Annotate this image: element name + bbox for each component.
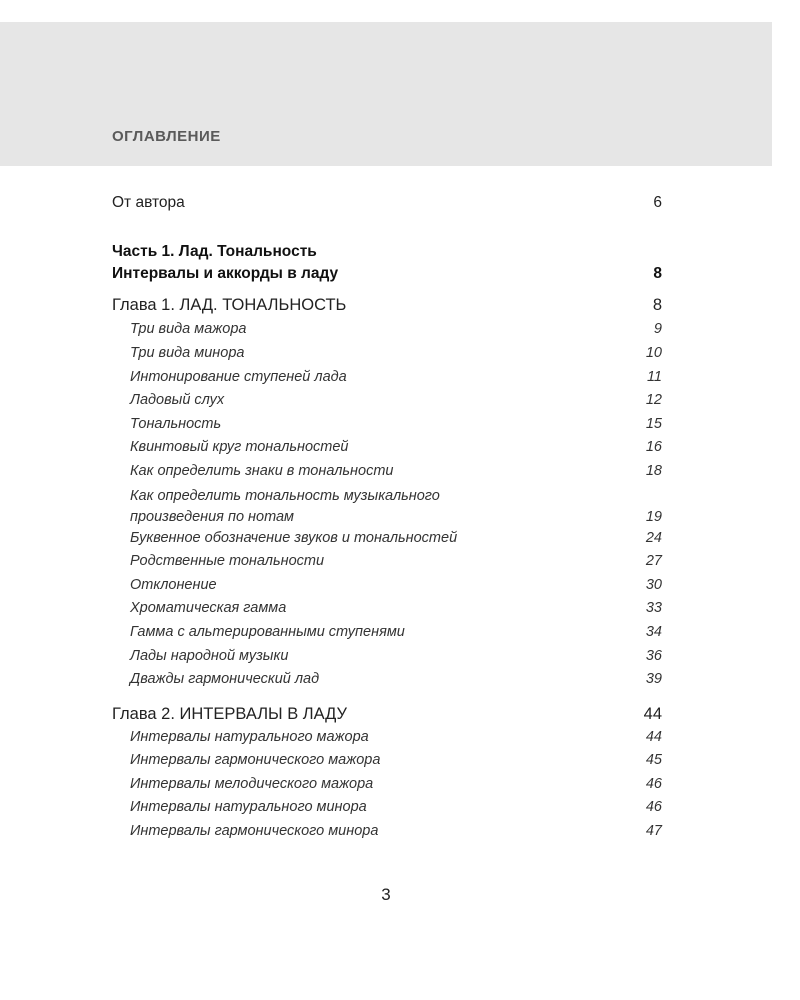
toc-label: Хроматическая гамма — [130, 600, 287, 616]
toc-entry[interactable] — [112, 776, 662, 792]
toc-page: 9 — [653, 321, 662, 337]
toc-entry[interactable] — [112, 486, 662, 528]
toc-entry[interactable] — [112, 823, 662, 839]
toc-label: Как определить знаки в тональности — [130, 463, 394, 479]
toc-label: Глава 1. ЛАД. ТОНАЛЬНОСТЬ — [112, 296, 347, 314]
toc-label: Тональность — [130, 416, 222, 432]
toc-page: 19 — [645, 509, 662, 525]
toc-page: 6 — [653, 194, 662, 211]
toc-label: Ладовый слух — [130, 392, 225, 408]
toc-label: Три вида минора — [130, 345, 245, 361]
toc-entry[interactable] — [112, 321, 662, 337]
toc-entry[interactable] — [112, 624, 662, 640]
toc-label: Интервалы натурального минора — [130, 799, 367, 815]
toc-entry[interactable] — [112, 577, 662, 593]
toc-page: 8 — [653, 265, 662, 282]
toc-page: 24 — [645, 530, 662, 546]
toc-entry[interactable] — [112, 345, 662, 361]
toc-entry-author[interactable] — [112, 194, 662, 212]
toc-page: 46 — [645, 799, 662, 815]
part-title-line1: Часть 1. Лад. Тональность — [112, 243, 317, 260]
toc-chapter-1[interactable] — [112, 296, 662, 315]
toc-page: 10 — [645, 345, 662, 361]
toc-entry[interactable] — [112, 392, 662, 408]
toc-page: 18 — [645, 463, 662, 479]
toc-label: Глава 2. ИНТЕРВАЛЫ В ЛАДУ — [112, 705, 348, 723]
toc-label: От автора — [112, 194, 185, 211]
toc-page: 34 — [645, 624, 662, 640]
toc-entry[interactable] — [112, 799, 662, 815]
toc-label: Дважды гармонический лад — [130, 671, 320, 687]
toc-page: 44 — [645, 729, 662, 745]
toc-page: 44 — [643, 705, 662, 723]
toc-entry[interactable] — [112, 752, 662, 768]
toc-entry[interactable] — [112, 439, 662, 455]
toc-page: 45 — [645, 752, 662, 768]
toc-entry[interactable] — [112, 671, 662, 687]
toc-label: Родственные тональности — [130, 553, 325, 569]
page-number: 3 — [381, 885, 391, 904]
toc-label: Отклонение — [130, 577, 217, 593]
toc-label-line1: Как определить тональность музыкального — [130, 488, 440, 504]
toc-chapter-2[interactable] — [112, 705, 662, 724]
toc-label: Интервалы натурального мажора — [130, 729, 369, 745]
toc-page: 8 — [652, 296, 662, 314]
toc-entry[interactable] — [112, 729, 662, 745]
toc-page: 15 — [645, 416, 662, 432]
toc-entry[interactable] — [112, 530, 662, 546]
toc-page: 39 — [645, 671, 662, 687]
toc-page: 47 — [645, 823, 662, 839]
toc-label: Интонирование ступеней лада — [130, 369, 347, 385]
toc-label: Интервалы гармонического минора — [130, 823, 379, 839]
toc-label: Квинтовый круг тональностей — [130, 439, 349, 455]
toc-label-line2: произведения по нотам — [130, 509, 294, 525]
toc-label: Интервалы мелодического мажора — [130, 776, 374, 792]
toc-label: Три вида мажора — [130, 321, 247, 337]
toc-page: 12 — [645, 392, 662, 408]
toc-page: 30 — [645, 577, 662, 593]
toc-page: 11 — [646, 369, 662, 385]
toc-part-1[interactable] — [112, 241, 662, 285]
toc-entry[interactable] — [112, 648, 662, 664]
page-title: ОГЛАВЛЕНИЕ — [112, 128, 221, 145]
toc-page: 36 — [645, 648, 662, 664]
toc-page: 33 — [645, 600, 662, 616]
toc-entry[interactable] — [112, 553, 662, 569]
toc-entry[interactable] — [112, 369, 662, 385]
toc-page: 46 — [645, 776, 662, 792]
part-title-line2: Интервалы и аккорды в ладу — [112, 265, 339, 282]
toc-page: 27 — [645, 553, 662, 569]
toc-entry[interactable] — [112, 416, 662, 432]
toc-page: 16 — [645, 439, 662, 455]
toc-label: Лады народной музыки — [130, 648, 289, 664]
toc-entry[interactable] — [112, 463, 662, 479]
toc-label: Интервалы гармонического мажора — [130, 752, 381, 768]
toc-label: Буквенное обозначение звуков и тональностей — [130, 530, 458, 546]
toc-label: Гамма с альтерированными ступенями — [130, 624, 405, 640]
toc-entry[interactable] — [112, 600, 662, 616]
